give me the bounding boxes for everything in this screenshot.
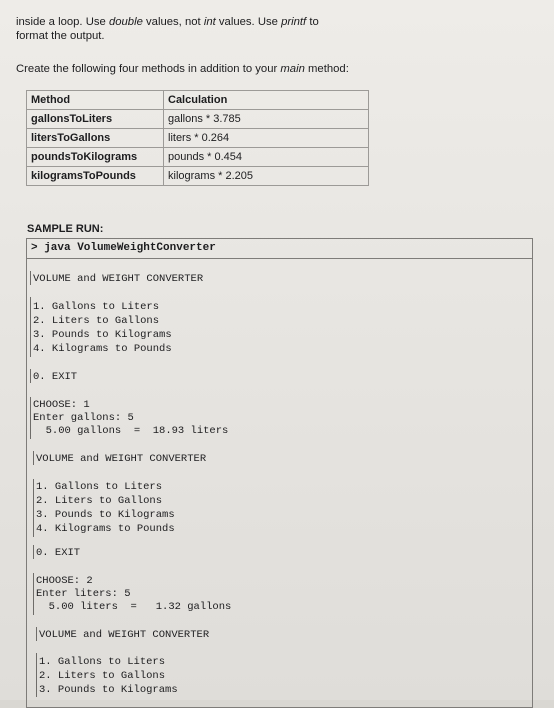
task-emph-main: main xyxy=(280,63,305,75)
intro-emph-double: double xyxy=(108,16,143,28)
sample-run-title: SAMPLE RUN: xyxy=(27,223,104,235)
intro-line-2: format the output. xyxy=(16,30,105,42)
console-line: 2. Liters to Gallons xyxy=(33,315,160,327)
intro-emph-int: int xyxy=(203,16,216,28)
console-line: 1. Gallons to Liters xyxy=(33,301,160,313)
task-instruction xyxy=(16,63,349,75)
console-line: VOLUME and WEIGHT CONVERTER xyxy=(33,273,204,285)
output-group-bar xyxy=(33,451,34,465)
method-calculation: gallons * 3.785 xyxy=(164,110,369,129)
output-group-bar xyxy=(30,297,31,357)
table-row xyxy=(27,129,369,148)
table-row xyxy=(27,110,369,129)
console-command: > java VolumeWeightConverter xyxy=(27,239,532,259)
output-group-bar xyxy=(36,653,37,697)
console-line: Enter gallons: 5 xyxy=(33,412,134,424)
header-calculation: Calculation xyxy=(164,91,369,110)
method-calculation: pounds * 0.454 xyxy=(164,148,369,167)
method-name: poundsToKilograms xyxy=(27,148,164,167)
console-line: CHOOSE: 1 xyxy=(33,399,90,411)
intro-text-part: values. Use xyxy=(215,16,282,28)
console-line: 5.00 gallons = 18.93 liters xyxy=(33,425,229,437)
output-group-bar xyxy=(33,479,34,537)
console-line: 1. Gallons to Liters xyxy=(39,656,166,668)
console-line: VOLUME and WEIGHT CONVERTER xyxy=(36,453,207,465)
output-group-bar xyxy=(36,627,37,641)
console-line: Enter liters: 5 xyxy=(36,588,131,600)
console-line: 5.00 liters = 1.32 gallons xyxy=(36,601,232,613)
intro-text-part: inside a loop. Use xyxy=(16,16,109,28)
console-line: 2. Liters to Gallons xyxy=(39,670,166,682)
console-line: 0. EXIT xyxy=(33,371,78,383)
output-group-bar xyxy=(33,573,34,615)
task-text: method: xyxy=(304,63,349,75)
output-group-bar xyxy=(30,369,31,383)
task-text: Create the following four methods in addition to your xyxy=(16,63,281,75)
console-line: 2. Liters to Gallons xyxy=(36,495,163,507)
method-name: kilogramsToPounds xyxy=(27,167,164,186)
console-line: 3. Pounds to Kilograms xyxy=(36,509,175,521)
table-header-row xyxy=(27,91,369,110)
console-line: 4. Kilograms to Pounds xyxy=(33,343,172,355)
method-calculation: liters * 0.264 xyxy=(164,129,369,148)
console-line: 1. Gallons to Liters xyxy=(36,481,163,493)
console-line: 0. EXIT xyxy=(36,547,81,559)
methods-table xyxy=(26,90,369,186)
console-line: 4. Kilograms to Pounds xyxy=(36,523,175,535)
method-name: litersToGallons xyxy=(27,129,164,148)
method-calculation: kilograms * 2.205 xyxy=(164,167,369,186)
intro-text-part: values, not xyxy=(142,16,204,28)
console-line: 3. Pounds to Kilograms xyxy=(39,684,178,696)
console-line: VOLUME and WEIGHT CONVERTER xyxy=(39,629,210,641)
header-method: Method xyxy=(27,91,164,110)
intro-emph-printf: printf xyxy=(281,16,307,28)
table-row xyxy=(27,148,369,167)
method-name: gallonsToLiters xyxy=(27,110,164,129)
output-group-bar xyxy=(30,271,31,285)
console-line: 3. Pounds to Kilograms xyxy=(33,329,172,341)
intro-text-part: to xyxy=(306,16,319,28)
output-group-bar xyxy=(30,397,31,439)
intro-text xyxy=(16,15,536,43)
console-output-box xyxy=(26,238,533,708)
table-row xyxy=(27,167,369,186)
console-line: CHOOSE: 2 xyxy=(36,575,93,587)
output-group-bar xyxy=(33,545,34,559)
intro-line-1 xyxy=(16,15,536,29)
